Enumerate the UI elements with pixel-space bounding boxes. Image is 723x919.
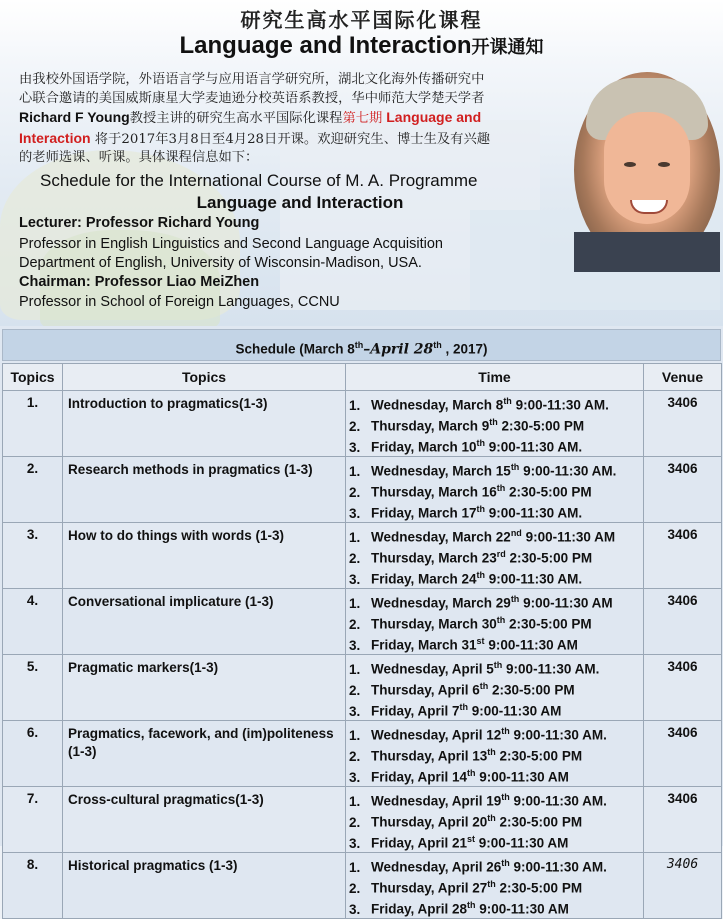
superscript: th (501, 858, 510, 868)
course-name-red: Interaction (19, 129, 91, 146)
session-number: 2. (349, 484, 361, 500)
superscript: th (487, 747, 496, 757)
session-hours: 2:30-5:00 PM (495, 814, 583, 830)
session-time (349, 810, 643, 831)
course-title: Language and Interaction (179, 32, 472, 59)
venue-room: 3406 (644, 457, 722, 523)
column-header: Venue (644, 364, 722, 391)
title-english (0, 32, 723, 60)
session-time (349, 612, 643, 633)
session-time (349, 546, 643, 567)
session-day: Friday, March 31 (371, 637, 477, 653)
session-time (349, 591, 643, 612)
intro-line: 的老师选课、听课。具体课程信息如下： (19, 150, 259, 166)
superscript: th (467, 900, 476, 910)
topic-number: 8. (3, 853, 63, 919)
course-session: 第七期 (342, 111, 383, 127)
title-suffix: 开课通知 (471, 37, 544, 58)
session-hours: 9:00-11:30 AM (519, 595, 613, 611)
schedule-head-text: Schedule (March 8 (235, 341, 355, 357)
session-number: 1. (349, 661, 361, 677)
session-day: Friday, April 7 (371, 703, 460, 719)
session-number: 3. (349, 505, 361, 521)
session-time (349, 501, 643, 522)
session-day: Thursday, March 23 (371, 550, 497, 566)
venue-room: 3406 (644, 721, 722, 787)
intro-paragraph (19, 71, 575, 168)
topic-name: Cross-cultural pragmatics(1-3) (63, 787, 346, 853)
session-time (349, 678, 643, 699)
time-cell (346, 523, 644, 589)
session-hours: 9:00-11:30 AM. (509, 859, 607, 875)
superscript: th (476, 570, 486, 580)
session-number: 2. (349, 418, 361, 434)
session-hours: 9:00-11:30 AM. (502, 661, 600, 677)
session-day: Wednesday, March 15 (371, 463, 511, 479)
time-cell (346, 655, 644, 721)
session-hours: 9:00-11:30 AM (468, 703, 562, 719)
superscript: th (496, 483, 506, 493)
session-number: 3. (349, 835, 361, 851)
session-number: 1. (349, 529, 361, 545)
session-number: 3. (349, 439, 361, 455)
table-row (3, 721, 722, 787)
time-cell (346, 721, 644, 787)
session-number: 1. (349, 595, 361, 611)
superscript: th (493, 660, 503, 670)
session-number: 3. (349, 571, 361, 587)
column-header: Topics (63, 364, 346, 391)
session-number: 2. (349, 682, 361, 698)
topic-number: 4. (3, 589, 63, 655)
superscript: st (476, 636, 485, 646)
superscript: th (476, 438, 486, 448)
venue-room: 3406 (644, 853, 722, 919)
session-number: 1. (349, 463, 361, 479)
session-time (349, 525, 643, 546)
session-day: Friday, April 28 (371, 901, 468, 917)
session-hours: 2:30-5:00 PM (497, 418, 585, 434)
intro-text: 将于2017年3月8日至4月28日开课。欢迎研究生、博士生及有兴趣 (90, 131, 491, 147)
superscript: th (476, 504, 486, 514)
session-number: 1. (349, 397, 361, 413)
table-row (3, 523, 722, 589)
superscript: th (354, 340, 364, 350)
session-day: Friday, March 17 (371, 505, 477, 521)
topic-number: 7. (3, 787, 63, 853)
table-row (3, 457, 722, 523)
topic-name: How to do things with words (1-3) (63, 523, 346, 589)
superscript: th (510, 462, 520, 472)
session-hours: 2:30-5:00 PM (505, 550, 593, 566)
superscript: th (487, 879, 496, 889)
schedule-table (2, 363, 722, 919)
lecturer-department: Department of English, University of Wisconsin-Madison, USA. (19, 255, 422, 271)
session-time (349, 789, 643, 810)
session-hours: 9:00-11:30 AM (475, 769, 569, 785)
time-cell (346, 589, 644, 655)
session-hours: 9:00-11:30 AM (475, 901, 569, 917)
session-time (349, 744, 643, 765)
session-time (349, 459, 643, 480)
topic-number: 6. (3, 721, 63, 787)
superscript: rd (496, 549, 506, 559)
session-hours: 9:00-11:30 AM. (519, 463, 617, 479)
topic-number: 5. (3, 655, 63, 721)
venue-room: 3406 (644, 655, 722, 721)
superscript: th (496, 615, 506, 625)
superscript: th (459, 702, 469, 712)
column-header: Time (346, 364, 644, 391)
venue-room: 3406 (644, 787, 722, 853)
session-number: 1. (349, 793, 361, 809)
session-day: Wednesday, April 5 (371, 661, 494, 677)
superscript: st (467, 834, 476, 844)
session-time (349, 876, 643, 897)
topic-name: Introduction to pragmatics(1-3) (63, 391, 346, 457)
superscript: th (479, 681, 489, 691)
session-number: 3. (349, 703, 361, 719)
session-day: Wednesday, March 29 (371, 595, 511, 611)
table-row (3, 655, 722, 721)
photo-eye (658, 162, 670, 167)
session-time (349, 435, 643, 456)
session-day: Wednesday, March 8 (371, 397, 504, 413)
session-time (349, 723, 643, 744)
photo-eye (624, 162, 636, 167)
column-header: Topics (3, 364, 63, 391)
topic-name: Pragmatics, facework, and (im)politeness (1-3) (63, 721, 346, 787)
venue-room: 3406 (644, 391, 722, 457)
session-hours: 9:00-11:30 AM. (485, 439, 583, 455)
intro-line (19, 129, 575, 150)
intro-line: 由我校外国语学院，外语语言学与应用语言学研究所，湖北文化海外传播研究中 (19, 72, 485, 87)
chairman: Chairman: Professor Liao MeiZhen (19, 274, 260, 290)
session-day: Thursday, March 9 (371, 418, 490, 434)
schedule-head-text: –April 28 (363, 341, 434, 358)
professor-name: Richard F Young (19, 109, 130, 126)
intro-text: 教授主讲的研究生高水平国际化课程 (129, 111, 343, 127)
table-row (3, 589, 722, 655)
superscript: nd (510, 528, 522, 538)
topic-number: 1. (3, 391, 63, 457)
session-hours: 2:30-5:00 PM (505, 616, 592, 632)
topic-name: Pragmatic markers(1-3) (63, 655, 346, 721)
schedule-heading: Schedule for the International Course of M. A. Programme (40, 171, 478, 190)
session-number: 1. (349, 859, 361, 875)
session-day: Friday, April 14 (371, 769, 468, 785)
superscript: th (487, 813, 496, 823)
session-day: Thursday, April 13 (371, 748, 488, 764)
schedule-head-text: , 2017) (441, 341, 488, 357)
chairman-title: Professor in School of Foreign Languages, CCNU (19, 294, 340, 310)
session-time (349, 567, 643, 588)
session-hours: 2:30-5:00 PM (488, 682, 575, 698)
session-time (349, 633, 643, 654)
session-time (349, 393, 643, 414)
topic-name: Conversational implicature (1-3) (63, 589, 346, 655)
session-number: 2. (349, 616, 361, 632)
session-hours: 9:00-11:30 AM (521, 529, 616, 545)
venue-room: 3406 (644, 589, 722, 655)
superscript: th (467, 768, 476, 778)
session-number: 2. (349, 748, 361, 764)
lecturer: Lecturer: Professor Richard Young (19, 215, 260, 231)
topic-name: Research methods in pragmatics (1-3) (63, 457, 346, 523)
session-day: Wednesday, April 19 (371, 793, 502, 809)
session-number: 2. (349, 814, 361, 830)
session-hours: 9:00-11:30 AM. (511, 397, 609, 413)
table-row (3, 391, 722, 457)
session-number: 1. (349, 727, 361, 743)
venue-room: 3406 (644, 523, 722, 589)
session-time (349, 831, 643, 852)
session-time (349, 765, 643, 786)
session-hours: 9:00-11:30 AM. (485, 571, 583, 587)
course-name-red: Language and (382, 109, 482, 126)
table-row (3, 787, 722, 853)
intro-line (19, 108, 575, 129)
session-day: Thursday, March 30 (371, 616, 497, 632)
session-day: Wednesday, April 26 (371, 859, 502, 875)
schedule-date-range (2, 329, 721, 361)
session-number: 3. (349, 901, 361, 917)
table-row (3, 853, 722, 919)
superscript: th (501, 726, 510, 736)
time-cell (346, 787, 644, 853)
session-day: Thursday, April 27 (371, 880, 488, 896)
superscript: th (501, 792, 510, 802)
superscript: th (433, 340, 442, 350)
session-time (349, 480, 643, 501)
session-hours: 2:30-5:00 PM (495, 880, 583, 896)
session-day: Thursday, April 20 (371, 814, 488, 830)
session-hours: 9:00-11:30 AM. (509, 793, 607, 809)
table-header-row (3, 364, 722, 391)
session-day: Friday, March 10 (371, 439, 477, 455)
session-day: Thursday, April 6 (371, 682, 480, 698)
session-time (349, 897, 643, 918)
topic-number: 2. (3, 457, 63, 523)
session-number: 2. (349, 550, 361, 566)
photo-shirt (574, 232, 720, 272)
session-day: Wednesday, April 12 (371, 727, 502, 743)
session-hours: 9:00-11:30 AM. (485, 505, 583, 521)
course-name: Language and Interaction (196, 193, 404, 212)
time-cell (346, 391, 644, 457)
time-cell (346, 457, 644, 523)
lecturer-title: Professor in English Linguistics and Second Language Acquisition (19, 236, 443, 252)
superscript: th (503, 396, 512, 406)
session-time (349, 414, 643, 435)
session-time (349, 657, 643, 678)
session-number: 3. (349, 637, 361, 653)
topic-number: 3. (3, 523, 63, 589)
topic-name: Historical pragmatics (1-3) (63, 853, 346, 919)
session-day: Thursday, March 16 (371, 484, 497, 500)
session-hours: 9:00-11:30 AM (475, 835, 569, 851)
session-time (349, 855, 643, 876)
title-chinese: 研究生高水平国际化课程 (240, 8, 483, 32)
session-hours: 2:30-5:00 PM (505, 484, 592, 500)
session-day: Wednesday, March 22 (371, 529, 511, 545)
session-number: 3. (349, 769, 361, 785)
session-hours: 9:00-11:30 AM (484, 637, 578, 653)
intro-line: 心联合邀请的美国威斯康星大学麦迪逊分校英语系教授，华中师范大学楚天学者 (19, 90, 485, 106)
time-cell (346, 853, 644, 919)
session-number: 2. (349, 880, 361, 896)
professor-photo (574, 72, 720, 268)
superscript: th (489, 417, 498, 427)
session-hours: 2:30-5:00 PM (495, 748, 583, 764)
session-hours: 9:00-11:30 AM. (509, 727, 607, 743)
session-day: Friday, April 21 (371, 835, 468, 851)
session-day: Friday, March 24 (371, 571, 477, 587)
session-time (349, 699, 643, 720)
superscript: th (510, 594, 520, 604)
